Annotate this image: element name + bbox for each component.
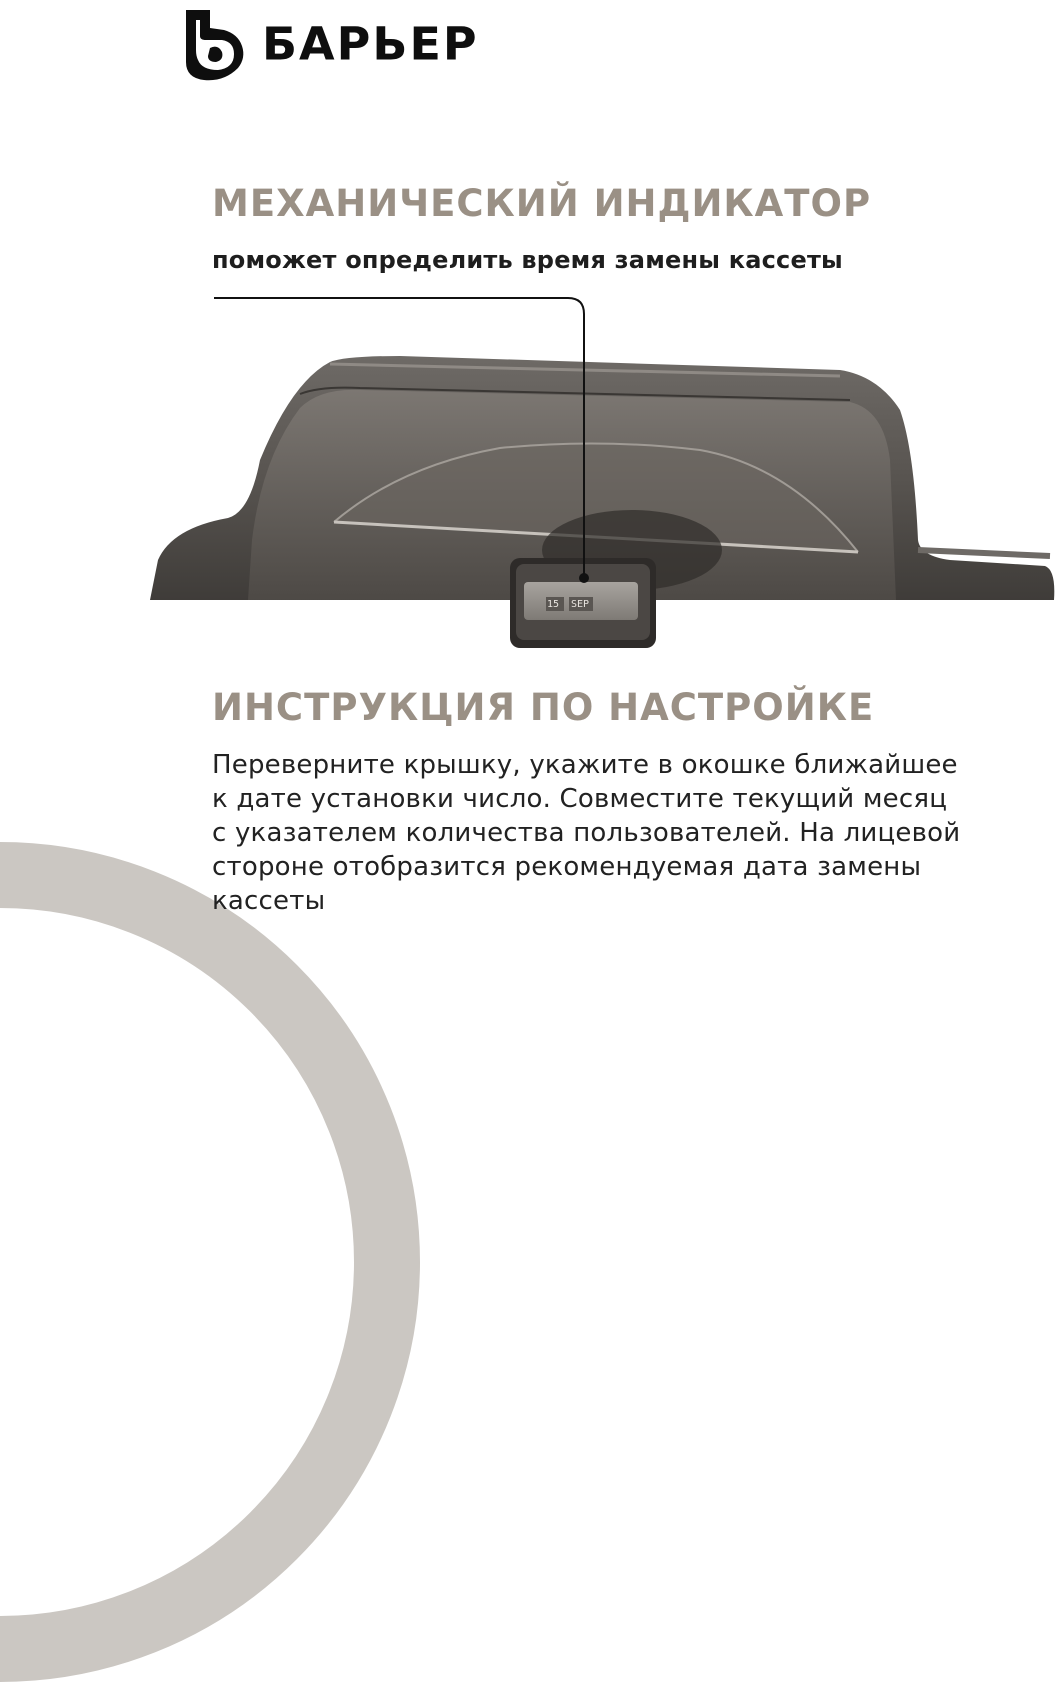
decorative-ring [0, 842, 420, 1682]
instruction-line: Переверните крышку, укажите в окошке ближайшее [212, 750, 958, 780]
instruction-line: стороне отобразится рекомендуемая дата замены [212, 852, 922, 882]
brand-logo [180, 6, 479, 82]
barrier-drop-icon [180, 6, 248, 82]
instruction-text [212, 748, 1012, 918]
instruction-line: к дате установки число. Совместите текущий месяц [212, 784, 948, 814]
indicator-title: МЕХАНИЧЕСКИЙ ИНДИКАТОР [212, 182, 872, 225]
indicator-month: SEP [571, 599, 590, 610]
indicator-day: 15 [547, 599, 560, 610]
instruction-line: с указателем количества пользователей. На лицевой [212, 818, 961, 848]
indicator-subtitle: поможет определить время замены кассеты [212, 246, 843, 274]
instruction-line: кассеты [212, 886, 326, 916]
filter-lid-illustration [0, 290, 1056, 660]
brand-name: БАРЬЕР [262, 17, 479, 71]
instruction-title: ИНСТРУКЦИЯ ПО НАСТРОЙКЕ [212, 686, 875, 729]
